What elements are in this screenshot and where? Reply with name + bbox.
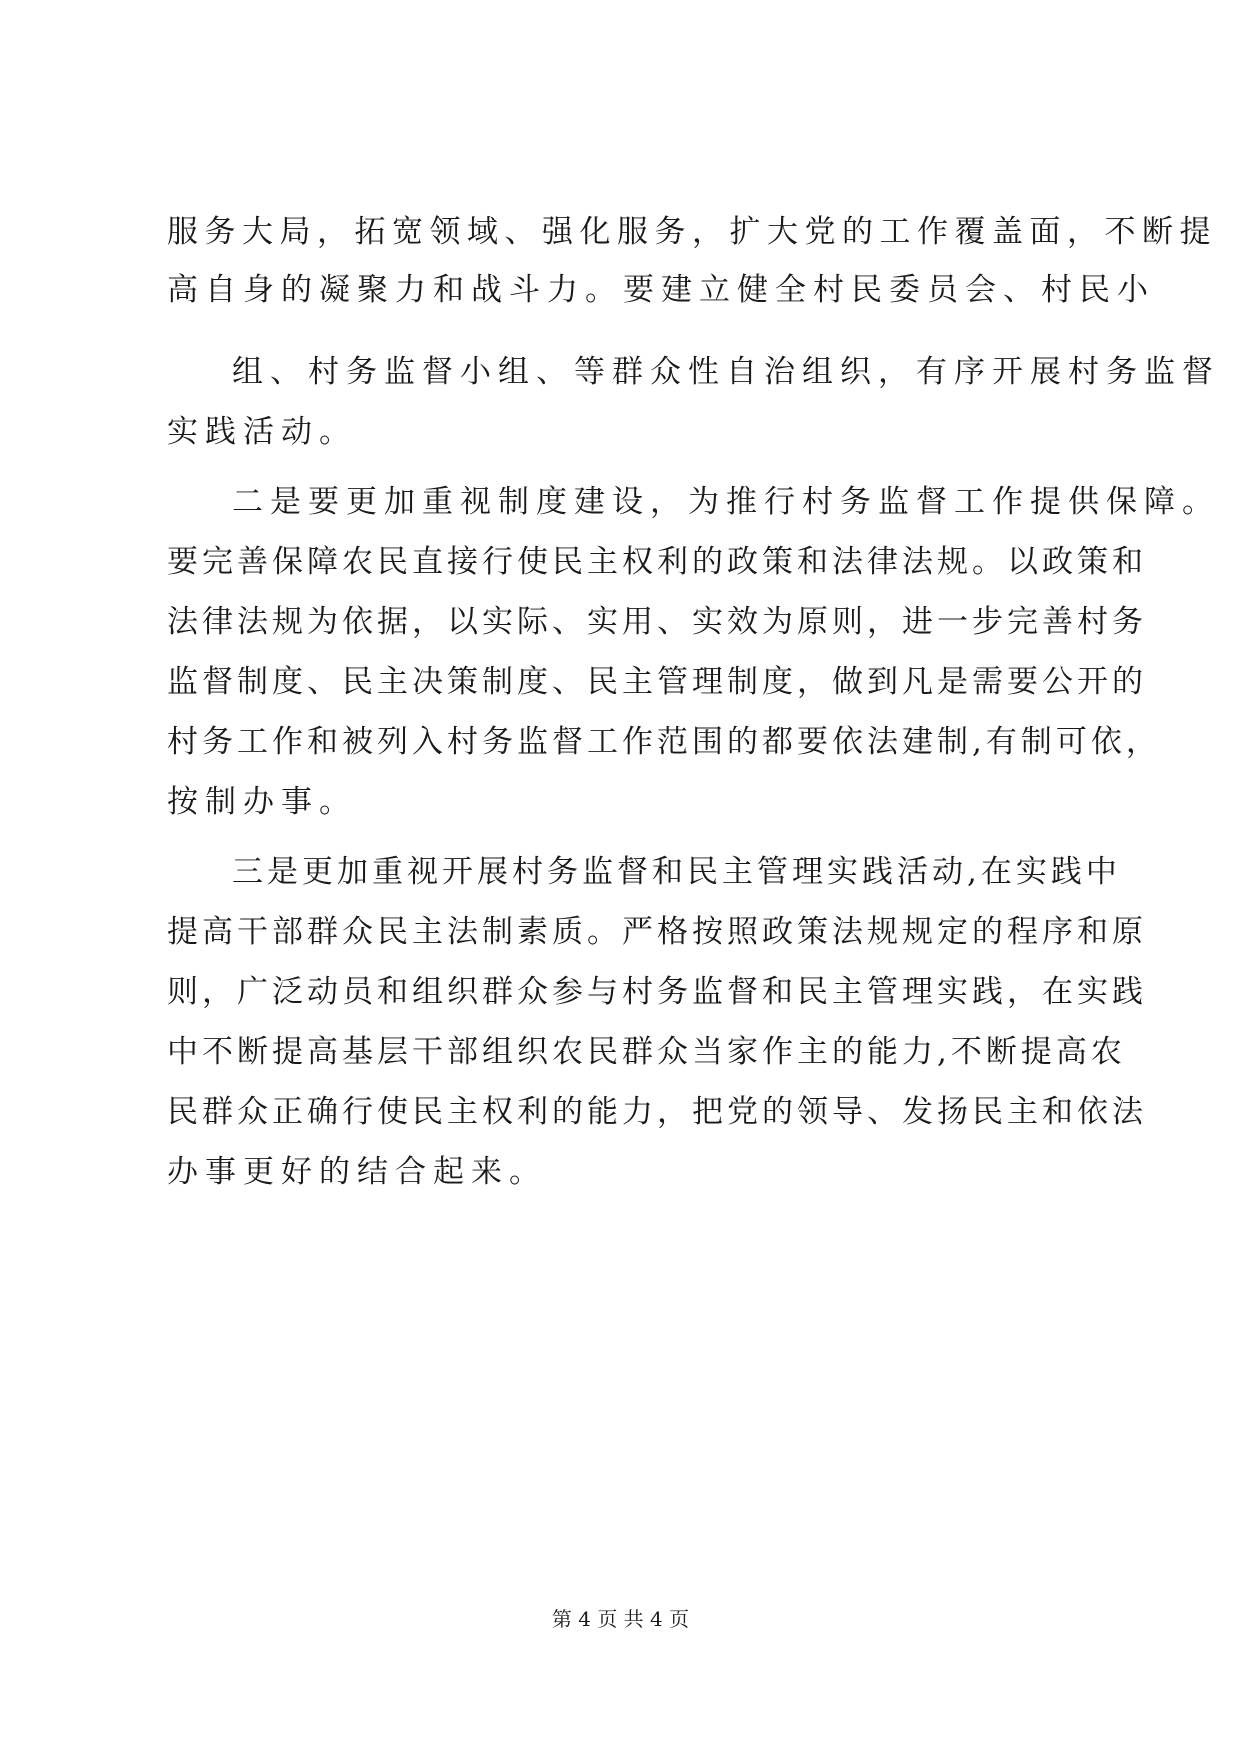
- body-line: 二是要更加重视制度建设，为推行村务监督工作提供保障。: [232, 484, 1220, 520]
- body-line: 组、村务监督小组、等群众性自治组织，有序开展村务监督: [232, 354, 1220, 390]
- body-line: 按制办事。: [167, 784, 357, 820]
- body-line: 实践活动。: [167, 414, 357, 450]
- body-line: 办事更好的结合起来。: [167, 1154, 547, 1190]
- body-line: 村务工作和被列入村务监督工作范围的都要依法建制,有制可依，: [167, 724, 1161, 760]
- body-line: 法律法规为依据，以实际、实用、实效为原则，进一步完善村务: [167, 604, 1147, 640]
- body-line: 则，广泛动员和组织群众参与村务监督和民主管理实践，在实践: [167, 974, 1147, 1010]
- page-number-footer: 第 4 页 共 4 页: [551, 1607, 690, 1631]
- body-line: 中不断提高基层干部组织农民群众当家作主的能力,不断提高农: [167, 1034, 1126, 1070]
- body-line: 服务大局，拓宽领域、强化服务，扩大党的工作覆盖面，不断提: [167, 214, 1217, 250]
- body-line: 要完善保障农民直接行使民主权利的政策和法律法规。以政策和: [167, 544, 1147, 580]
- body-line: 民群众正确行使民主权利的能力，把党的领导、发扬民主和依法: [167, 1094, 1147, 1130]
- body-line: 三是更加重视开展村务监督和民主管理实践活动,在实践中: [232, 854, 1121, 890]
- body-line: 高自身的凝聚力和战斗力。要建立健全村民委员会、村民小: [167, 272, 1155, 308]
- body-line: 提高干部群众民主法制素质。严格按照政策法规规定的程序和原: [167, 914, 1147, 950]
- body-line: 监督制度、民主决策制度、民主管理制度，做到凡是需要公开的: [167, 664, 1147, 700]
